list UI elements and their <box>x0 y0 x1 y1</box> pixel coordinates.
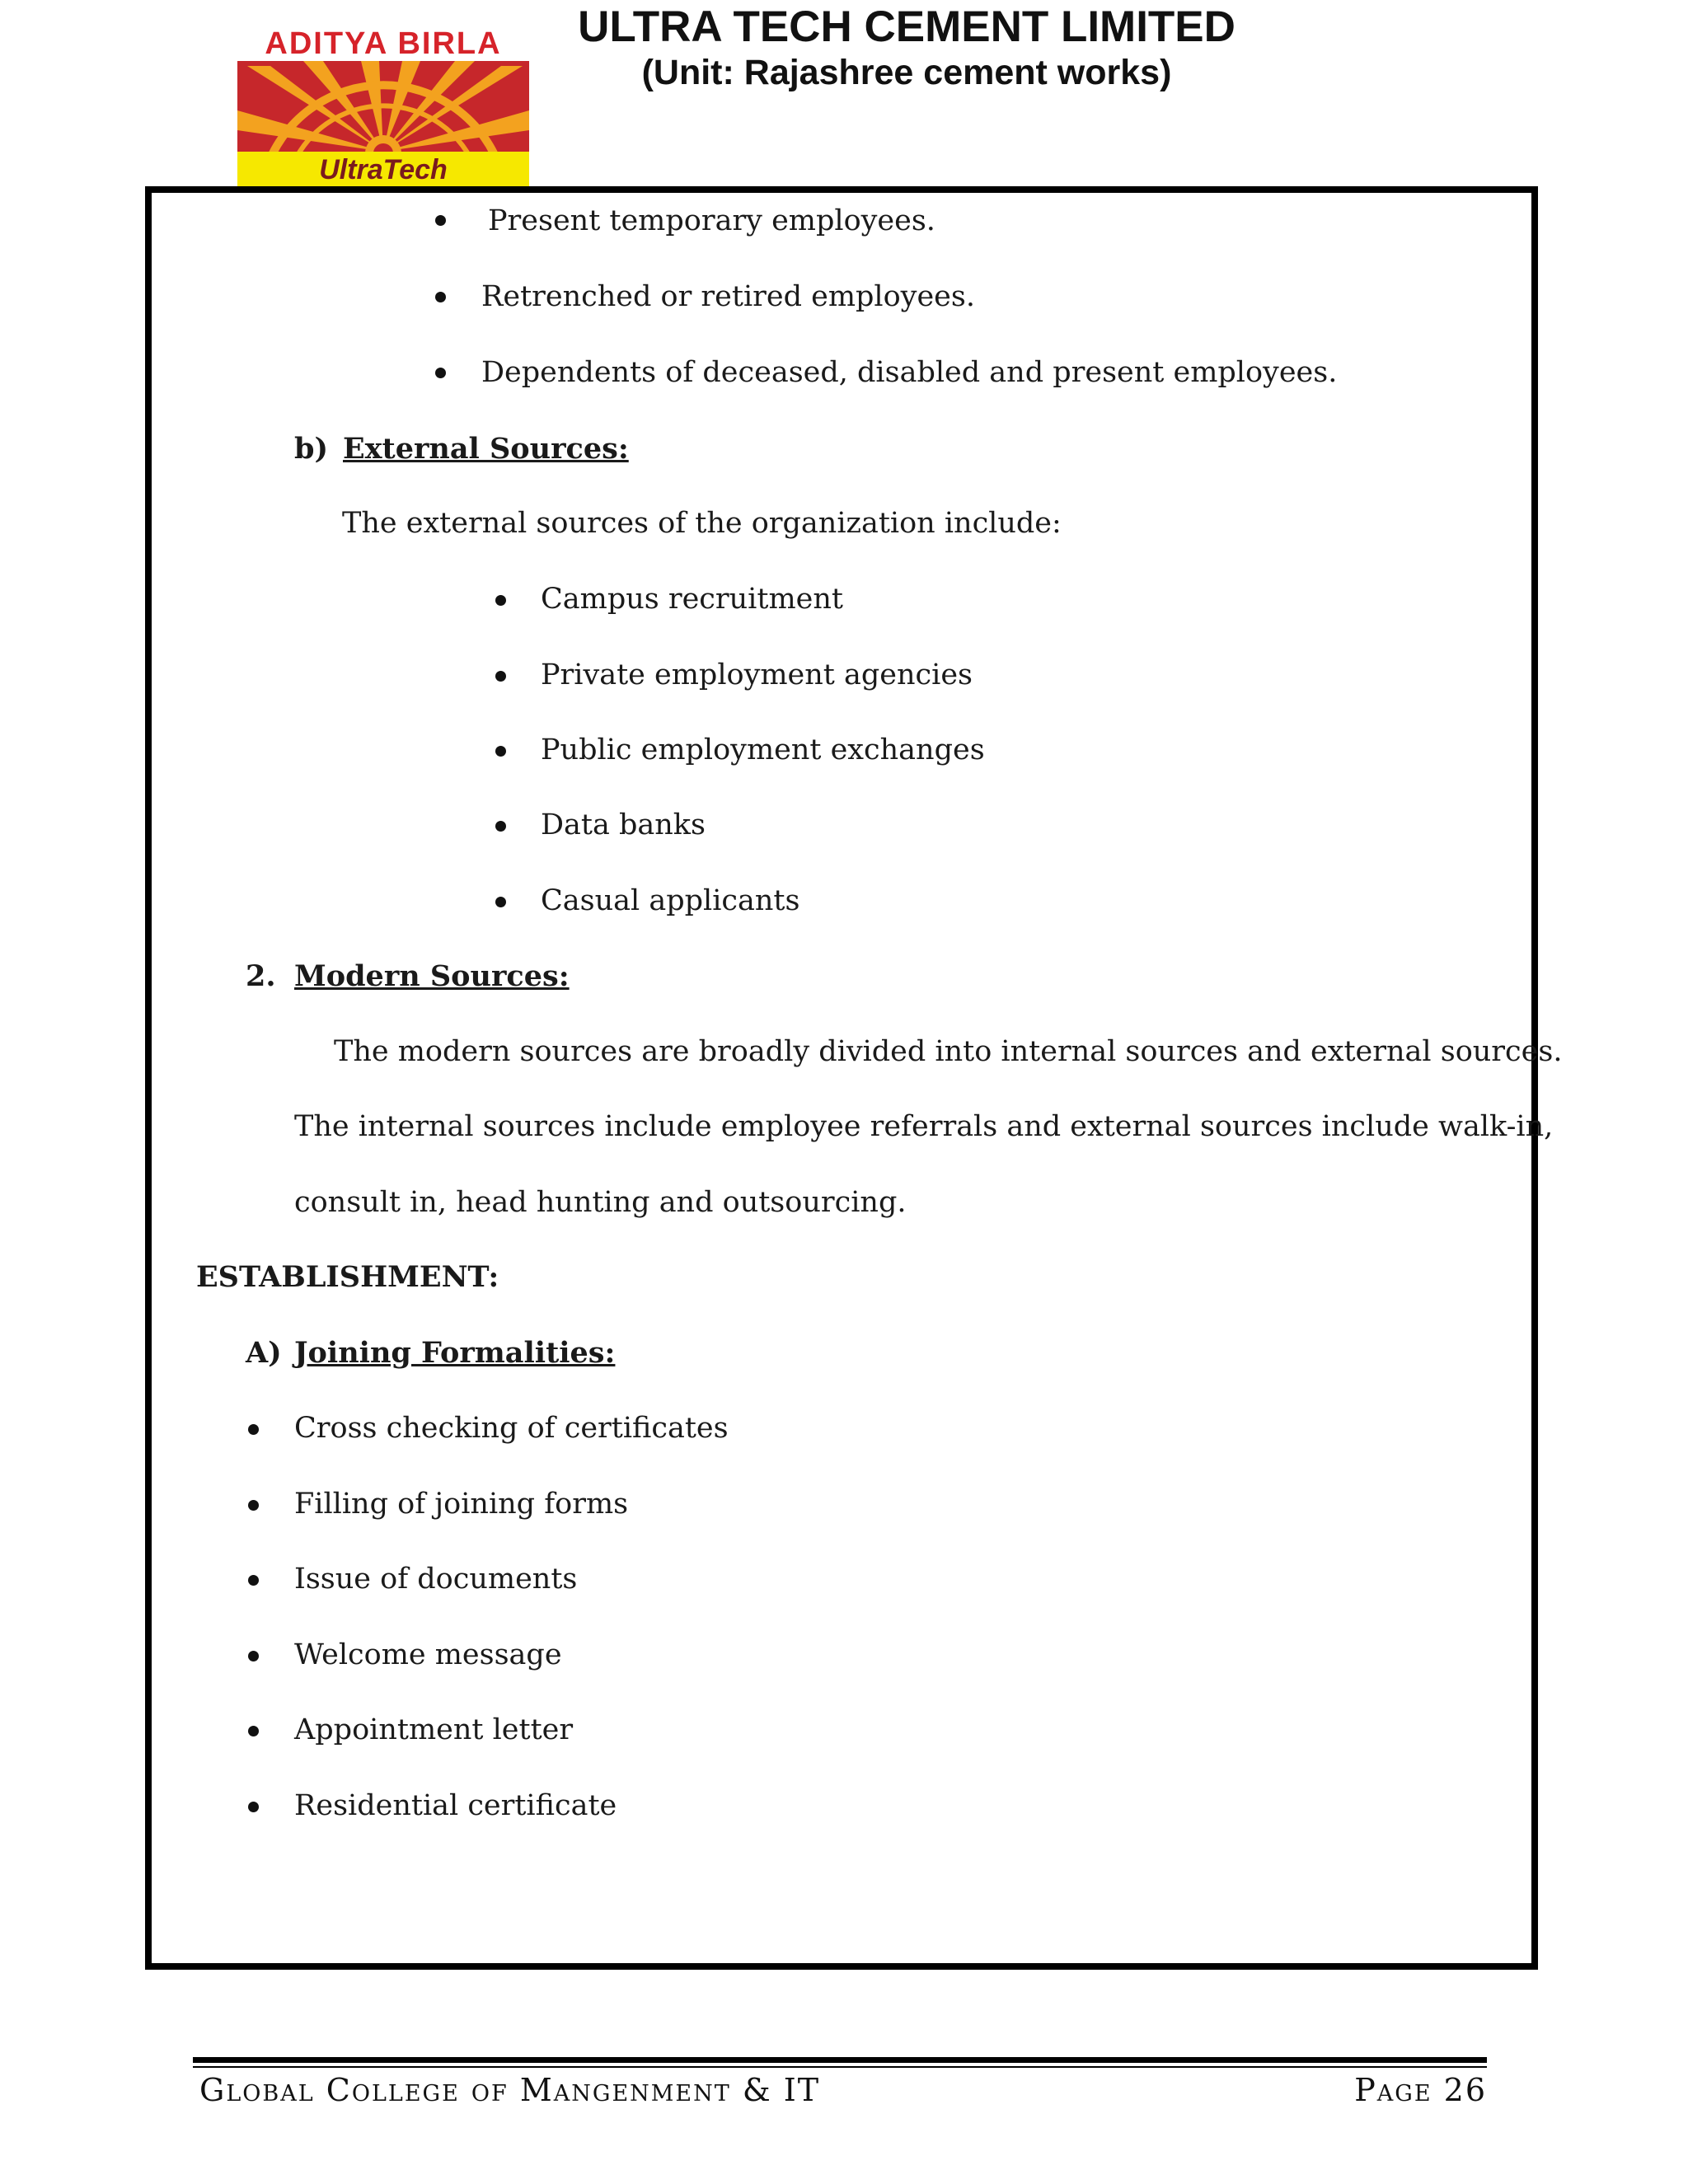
bullet-icon <box>495 595 506 606</box>
bullet-icon <box>495 821 506 832</box>
list-item: Present temporary employees. <box>488 204 935 237</box>
logo-brand-text: ADITYA BIRLA <box>237 26 529 61</box>
section-heading-modern-sources: Modern Sources: <box>294 959 570 993</box>
list-item: Campus recruitment <box>541 583 843 616</box>
logo-product-text: UltraTech <box>237 152 529 188</box>
bullet-icon <box>435 368 446 378</box>
bullet-icon <box>248 1424 259 1435</box>
company-logo <box>237 26 529 188</box>
section-heading-joining-formalities: Joining Formalities: <box>294 1336 616 1370</box>
list-item: Data banks <box>541 808 706 841</box>
list-item: Cross checking of certificates <box>294 1412 729 1445</box>
section-heading-external-sources: External Sources: <box>343 432 629 466</box>
bullet-icon <box>248 1726 259 1736</box>
list-item: Residential certificate <box>294 1789 617 1822</box>
company-title: ULTRA TECH CEMENT LIMITED <box>578 2 1236 51</box>
external-intro: The external sources of the organization include: <box>342 507 1062 540</box>
footer-college-name: Global College of Mangenment & IT <box>199 2072 821 2108</box>
bullet-icon <box>495 897 506 907</box>
list-item: Casual applicants <box>541 884 800 917</box>
bullet-icon <box>435 215 446 226</box>
section-marker: A) <box>246 1336 282 1370</box>
list-item: Appointment letter <box>294 1713 574 1746</box>
paragraph-line: The modern sources are broadly divided into internal sources and external sources. <box>334 1035 1563 1068</box>
section-marker: b) <box>294 432 329 466</box>
bullet-icon <box>435 292 446 302</box>
list-item: Private employment agencies <box>541 658 973 691</box>
list-item: Filling of joining forms <box>294 1488 629 1521</box>
bullet-icon <box>248 1500 259 1511</box>
list-item: Public employment exchanges <box>541 733 985 766</box>
section-heading-establishment: ESTABLISHMENT: <box>196 1260 499 1294</box>
company-unit: (Unit: Rajashree cement works) <box>641 53 1172 92</box>
bullet-icon <box>248 1651 259 1661</box>
paragraph-line: The internal sources include employee referrals and external sources include walk-in, <box>294 1110 1554 1143</box>
footer-page-number: Page 26 <box>1354 2072 1487 2108</box>
list-item: Welcome message <box>294 1638 562 1671</box>
list-item: Dependents of deceased, disabled and present employees. <box>481 356 1338 389</box>
list-item: Retrenched or retired employees. <box>481 280 975 313</box>
bullet-icon <box>248 1575 259 1586</box>
paragraph-line: consult in, head hunting and outsourcing. <box>294 1186 907 1219</box>
bullet-icon <box>248 1802 259 1812</box>
bullet-icon <box>495 671 506 682</box>
footer-divider-thin <box>193 2066 1487 2068</box>
bullet-icon <box>495 746 506 757</box>
list-item: Issue of documents <box>294 1563 578 1596</box>
footer-divider <box>193 2057 1487 2063</box>
section-marker: 2. <box>246 959 276 993</box>
